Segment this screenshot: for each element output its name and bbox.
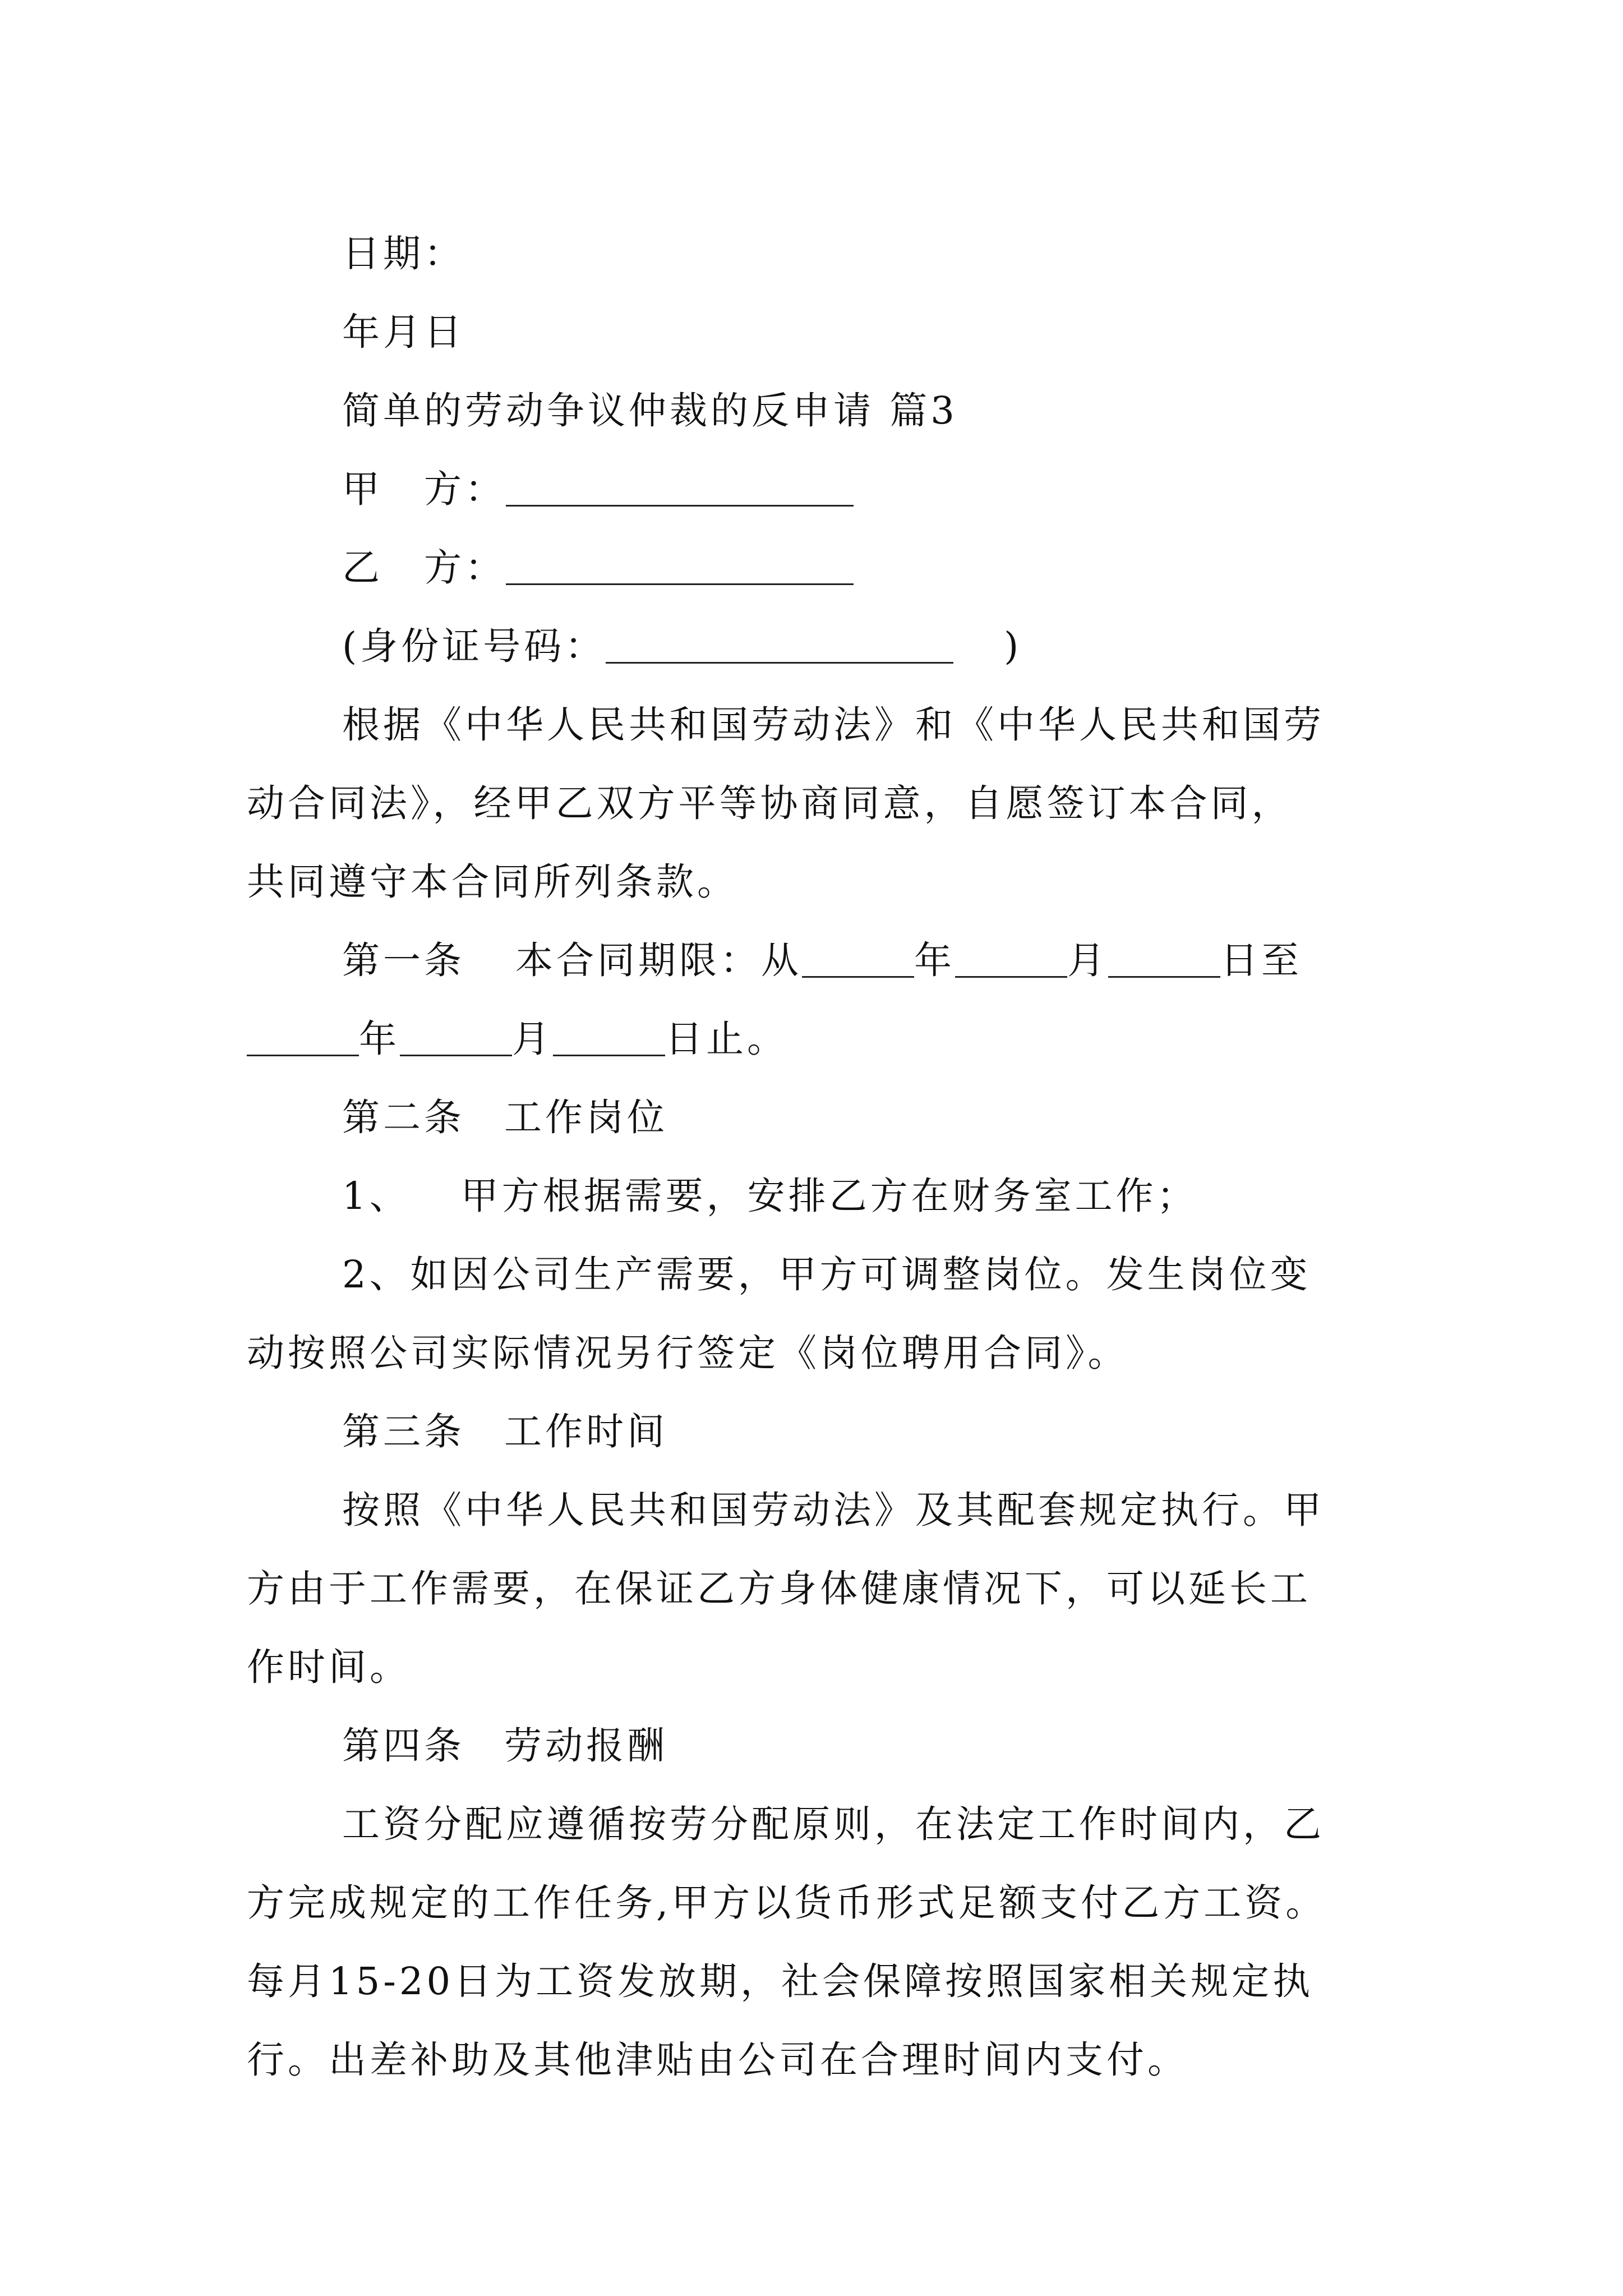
article-2-title: 第二条: [342, 1096, 465, 1139]
article-2-item-2-line-1: 2、如因公司生产需要，甲方可调整岗位。发生岗位变: [342, 1253, 1311, 1296]
party-a-row: [247, 450, 1391, 528]
article-2-item-2-line-2: 动按照公司实际情况另行签定《岗位聘用合同》。: [247, 1331, 1129, 1375]
date-value: 年月日: [342, 310, 465, 354]
start-day-blank: [1108, 936, 1220, 978]
start-day-label: 日至: [1220, 938, 1302, 982]
article-4-title: 第四条: [342, 1724, 465, 1768]
article-3-heading: [247, 1392, 1391, 1471]
article-1-text: 本合同期限：从: [515, 938, 802, 982]
article-3-line-3: 作时间。: [247, 1645, 411, 1689]
start-year-blank: [802, 936, 914, 978]
article-2-item-1-number: 1、: [342, 1174, 411, 1218]
article-4-name: 劳动报酬: [504, 1724, 668, 1768]
article-3-line-1: 按照《中华人民共和国劳动法》及其配套规定执行。甲: [342, 1488, 1325, 1532]
article-2-item-1: [247, 1157, 1391, 1235]
article-3-title: 第三条: [342, 1410, 465, 1453]
end-day-blank: [553, 1014, 665, 1056]
article-1-title: 第一条: [342, 938, 465, 982]
article-4-line-1: 工资分配应遵循按劳分配原则，在法定工作时间内，乙: [342, 1802, 1325, 1846]
start-year-label: 年: [914, 938, 955, 982]
party-a-label: 甲 方：: [342, 467, 506, 511]
article-4-line-4: 行。出差补助及其他津贴由公司在合理时间内支付。: [247, 2038, 1188, 2082]
party-b-row: [247, 528, 1391, 607]
party-b-label: 乙 方：: [342, 546, 506, 590]
end-month-label: 月: [512, 1017, 553, 1061]
article-2-heading: [247, 1078, 1391, 1157]
article-4-line-3: 每月15-20日为工资发放期，社会保障按照国家相关规定执: [247, 1959, 1314, 2003]
date-label: 日期：: [342, 232, 465, 275]
id-number-row: [247, 607, 1391, 685]
id-number-blank: [606, 622, 953, 664]
intro-line-2: 动合同法》，经甲乙双方平等协商同意，自愿签订本合同，: [247, 781, 1293, 825]
id-number-label: (身份证号码：: [342, 624, 606, 668]
article-4-line-2: 方完成规定的工作任务,甲方以货币形式足额支付乙方工资。: [247, 1881, 1327, 1925]
article-3-name: 工作时间: [504, 1410, 668, 1453]
intro-line-3: 共同遵守本合同所列条款。: [247, 860, 738, 904]
end-year-label: 年: [359, 1017, 400, 1061]
end-year-blank: [247, 1014, 359, 1056]
party-b-blank: [506, 543, 854, 585]
party-a-blank: [506, 464, 854, 507]
section-heading: 简单的劳动争议仲裁的反申请 篇3: [342, 389, 958, 432]
end-month-blank: [400, 1014, 512, 1056]
end-day-label: 日止。: [665, 1017, 788, 1061]
id-number-close: ): [1004, 624, 1022, 668]
article-2-name: 工作岗位: [504, 1096, 668, 1139]
start-month-blank: [955, 936, 1067, 978]
article-2-item-1-text: 甲方根据需要，安排乙方在财务室工作；: [460, 1174, 1198, 1218]
article-4-heading: [247, 1706, 1391, 1785]
article-1-row-1: [247, 921, 1391, 1000]
intro-line-1: 根据《中华人民共和国劳动法》和《中华人民共和国劳: [342, 703, 1325, 747]
article-3-line-2: 方由于工作需要，在保证乙方身体健康情况下，可以延长工: [247, 1567, 1311, 1611]
document-body: [247, 214, 1391, 2099]
start-month-label: 月: [1067, 938, 1108, 982]
article-1-row-2: [247, 1000, 1391, 1078]
